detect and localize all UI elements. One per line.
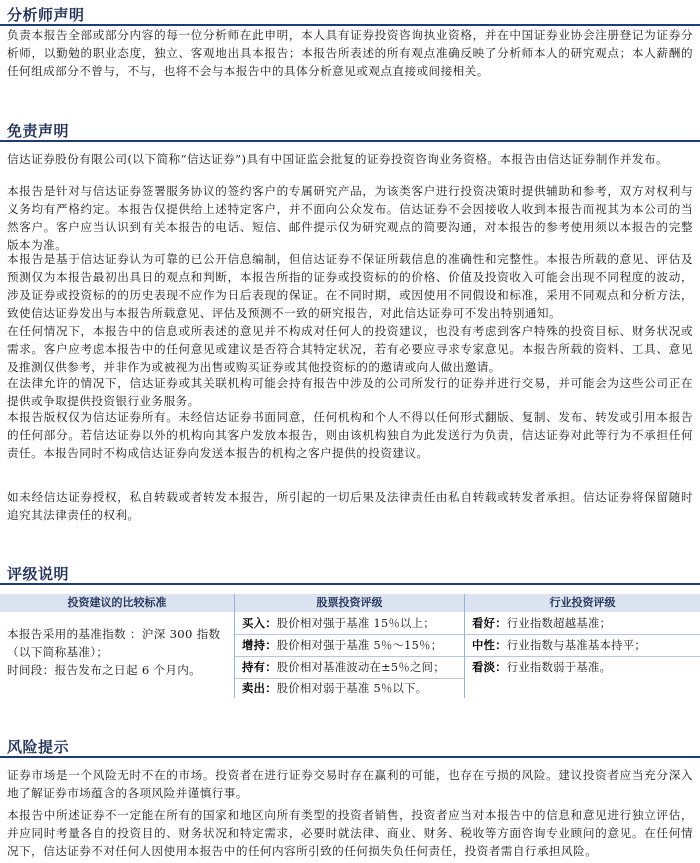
- disclaimer-paragraph: 在任何情况下，本报告中的信息或所表述的意见并不构成对任何人的投资建议，也没有考虑到客户特殊的投资目标、财务状况或需求。客户应考虑本报告中的任何意见或建议是否符合其特定状况，若有必要应寻求专家意见。本报告所载的资料、工具、意见及推测仅供参考，并非作为或被视为出售或购买证券或其他投资标的的邀请或向人做出邀请。: [7, 324, 693, 374]
- stock-rating-sell: [242, 679, 462, 698]
- disclaimer-rule: [0, 140, 700, 142]
- table-header-stock-rating: 股票投资评级: [235, 594, 464, 612]
- table-header-industry-rating: 行业投资评级: [465, 594, 700, 612]
- rating-label: 看淡：: [472, 660, 507, 674]
- industry-rating-neutral: [472, 636, 698, 655]
- disclaimer-paragraph: 本报告版权仅为信达证券所有。未经信达证券书面同意，任何机构和个人不得以任何形式翻版、复制、发布、转发或引用本报告的任何部分。若信达证券以外的机构向其客户发放本报告，则由该机构独自为此发送行为负责，信达证券对此等行为不承担任何责任。本报告同时不构成信达证券向发送本报告的机构之客户提供的投资建议。: [7, 410, 693, 460]
- analyst-statement: 负责本报告全部或部分内容的每一位分析师在此申明，本人具有证券投资咨询执业资格，并在中国证券业协会注册登记为证券分析师，以勤勉的职业态度，独立、客观地出具本报告；本报告所表述的所有观点准确反映了分析师本人的研究观点；本人薪酬的任何组成部分不曾与，不与，也将不会与本报告中的具体分析意见或观点直接或间接相关。: [7, 28, 693, 78]
- rating-desc: 股价相对强于基准 5％～15％；: [276, 639, 443, 652]
- rating-desc: 股价相对弱于基准 5％以下。: [276, 682, 428, 695]
- risk-rule: [0, 756, 700, 758]
- rating-desc: 行业指数与基准基本持平；: [506, 639, 646, 652]
- disclaimer-heading: 免责声明: [7, 122, 70, 140]
- risk-heading: 风险提示: [7, 738, 70, 756]
- benchmark-period: 时间段：报告发布之日起 6 个月内。: [7, 663, 202, 677]
- risk-paragraph: 本报告中所述证券不一定能在所有的国家和地区向所有类型的投资者销售，投资者应当对本报告中的信息和意见进行独立评估，并应同时考量各自的投资目的、财务状况和特定需求，必要时就法律、商业、财务、税收等方面咨询专业顾问的意见。在任何情况下，信达证券不对任何人因使用本报告中的任何内容所引致的任何损失负任何责任，投资者需自行承担风险。: [7, 808, 693, 858]
- stock-rating-hold: [242, 658, 462, 677]
- rating-desc: 行业指数超越基准；: [506, 617, 612, 630]
- benchmark-text: 本报告采用的基准指数 ：沪深 300 指数（以下简称基准）；: [7, 627, 221, 659]
- table-row-divider: [235, 656, 464, 657]
- benchmark-index: [7, 625, 229, 679]
- risk-paragraph: 证券市场是一个风险无时不在的市场。投资者在进行证券交易时存在赢利的可能，也存在亏损的风险。建议投资者应当充分深入地了解证券市场蕴含的各项风险并谨慎行事。: [7, 768, 693, 800]
- disclaimer-paragraph: 信达证券股份有限公司(以下简称“信达证券”)具有中国证监会批复的证券投资咨询业务资格。本报告由信达证券制作并发布。: [7, 152, 669, 166]
- industry-rating-positive: [472, 614, 698, 633]
- disclaimer-paragraph: 在法律允许的情况下，信达证券或其关联机构可能会持有报告中涉及的公司所发行的证券并进行交易，并可能会为这些公司正在提供或争取提供投资银行业务服务。: [7, 376, 693, 408]
- rating-label: 中性：: [472, 638, 507, 652]
- disclaimer-paragraph: 本报告是针对与信达证券签署服务协议的签约客户的专属研究产品，为该类客户进行投资决策时提供辅助和参考，双方对权利与义务均有严格约定。本报告仅提供给上述特定客户，并不面向公众发布。信达证券不会因接收人收到本报告而视其为本公司的当然客户。客户应当认识到有关本报告的电话、短信、邮件提示仅为研究观点的简要沟通，对本报告的参考使用须以本报告的完整版本为准。: [7, 184, 693, 252]
- rating-label: 买入：: [242, 616, 277, 630]
- disclaimer-paragraph: 本报告是基于信达证券认为可靠的已公开信息编制，但信达证券不保证所载信息的准确性和完整性。本报告所载的意见、评估及预测仅为本报告最初出具日的观点和判断，本报告所指的证券或投资标的的价格、价值及投资收入可能会出现不同程度的波动，涉及证券或投资标的的历史表现不应作为日后表现的保证。在不同时期，或因使用不同假设和标准，采用不同观点和分析方法，致使信达证券发出与本报告所载意见、评估及预测不一致的研究报告，对此信达证券可不发出特别通知。: [7, 252, 693, 320]
- rating-label: 持有：: [242, 660, 277, 674]
- table-divider: [464, 594, 465, 698]
- table-row-divider: [235, 634, 464, 635]
- rating-heading: 评级说明: [7, 565, 70, 583]
- table-row-divider: [465, 656, 700, 657]
- table-divider: [234, 594, 235, 698]
- rating-desc: 股价相对基准波动在±5％之间；: [276, 661, 445, 674]
- table-row-divider: [465, 634, 700, 635]
- rating-label: 增持：: [242, 638, 277, 652]
- rating-rule: [0, 583, 700, 585]
- rating-table: [0, 594, 700, 698]
- disclaimer-paragraph: 如未经信达证券授权，私自转载或者转发本报告，所引起的一切后果及法律责任由私自转载或转发者承担。信达证券将保留随时追究其法律责任的权利。: [7, 490, 693, 522]
- table-header-benchmark: 投资建议的比较标准: [0, 594, 234, 612]
- analyst-heading: 分析师声明: [7, 6, 85, 24]
- stock-rating-buy: [242, 614, 462, 633]
- rating-desc: 股价相对强于基准 15％以上；: [276, 617, 435, 630]
- rating-label: 看好：: [472, 616, 507, 630]
- industry-rating-negative: [472, 658, 698, 677]
- stock-rating-overweight: [242, 636, 462, 655]
- rating-desc: 行业指数弱于基准。: [506, 661, 612, 674]
- rating-label: 卖出：: [242, 681, 277, 695]
